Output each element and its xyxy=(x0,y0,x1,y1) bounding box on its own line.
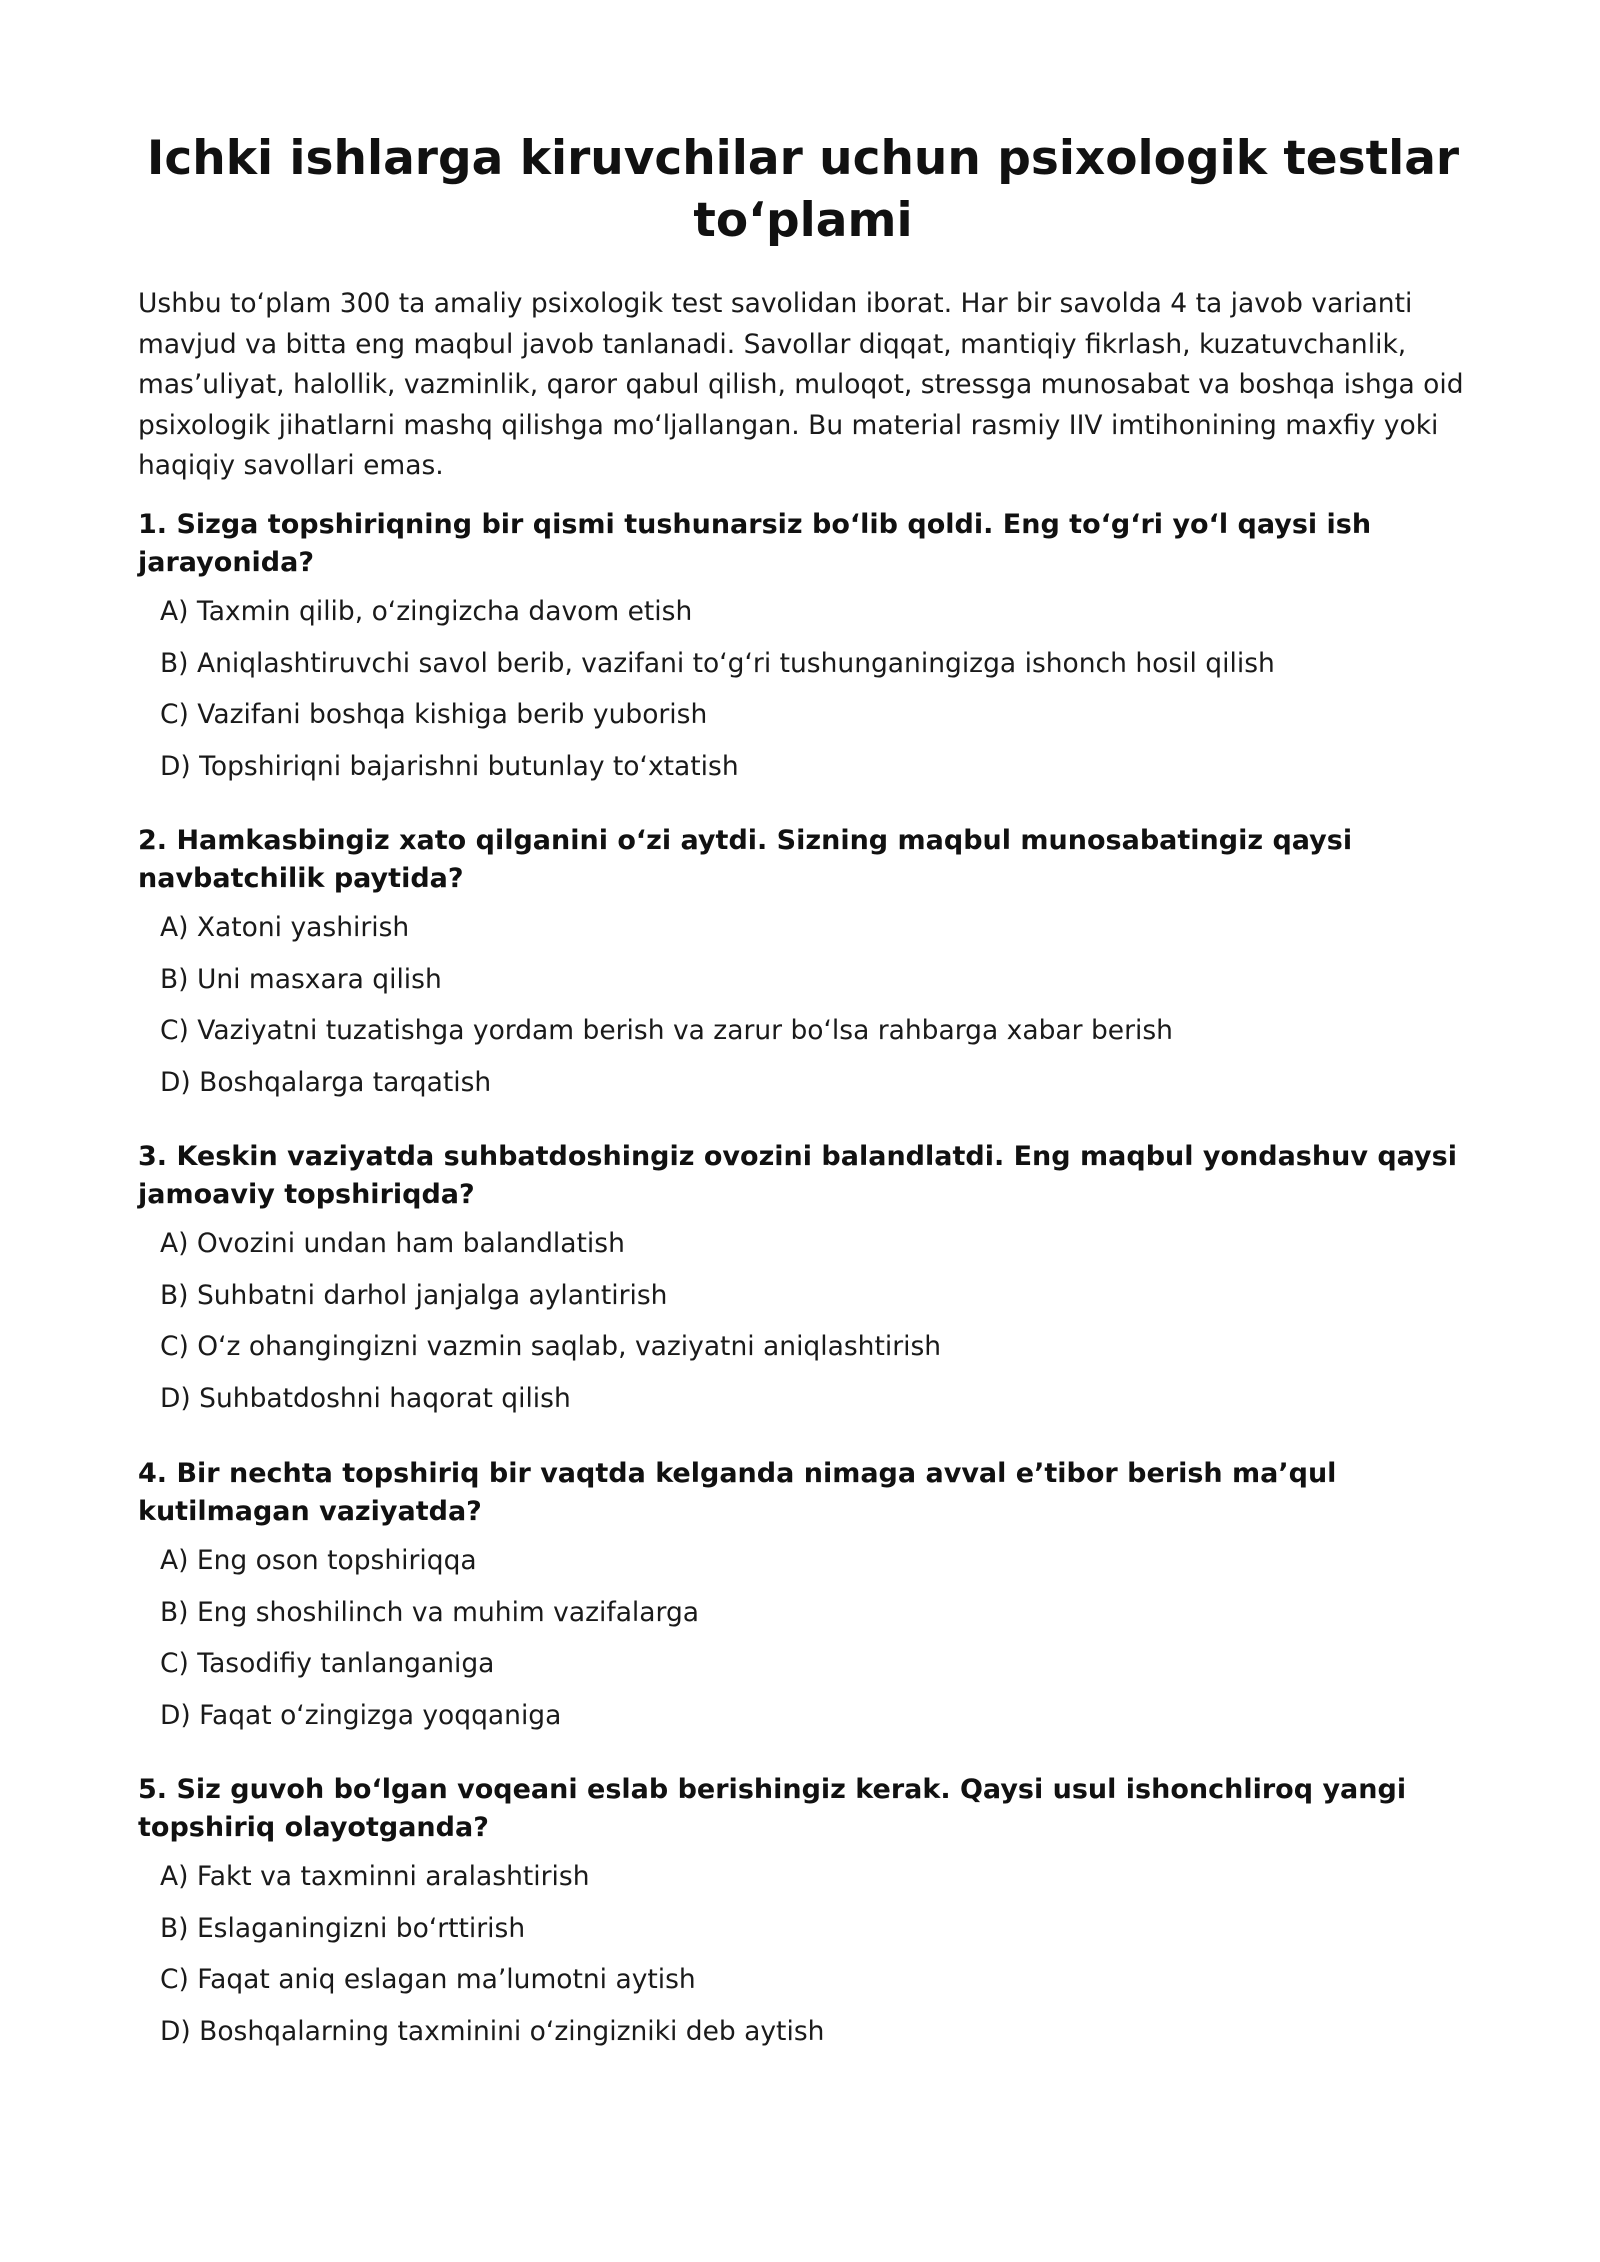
answer-option-a: A) Xatoni yashirish xyxy=(160,912,410,943)
question-text: 5. Siz guvoh bo‘lgan voqeani eslab berishingiz kerak. Qaysi usul ishonchliroq yangi topshiriq olayotganda? xyxy=(138,1774,1407,1843)
answer-option-d: D) Topshiriqni bajarishni butunlay to‘xtatish xyxy=(160,750,739,782)
question-1 xyxy=(138,506,1478,792)
question-text: 2. Hamkasbingiz xato qilganini o‘zi aytdi. Sizning maqbul munosabatingiz qaysi navbatchilik paytida? xyxy=(138,825,1353,894)
answer-option-c: C) Vaziyatni tuzatishga yordam berish va zarur bo‘lsa rahbarga xabar berish xyxy=(160,1015,1173,1046)
answer-option-b: B) Aniqlashtiruvchi savol berib, vazifani to‘g‘ri tushunganingizga ishonch hosil qilish xyxy=(160,647,1275,679)
answer-option-b: B) Eng shoshilinch va muhim vazifalarga xyxy=(160,1596,700,1628)
answer-option-d: D) Boshqalarga tarqatish xyxy=(160,1066,492,1098)
answer-options xyxy=(138,902,1478,1108)
intro-paragraph: Ushbu to‘plam 300 ta amaliy psixologik test savolidan iborat. Har bir savolda 4 ta javob varianti mavjud va bitta eng maqbul javob tanlanadi. Savollar diqqat, mantiqiy fikrlash, kuzatuvchanlik, mas’uliyat, halollik, vazminlik, qaror qabul qilish, muloqot, stressga munosabat va boshqa ishga oid psixologik jihatlarni mashq qilishga mo‘ljallangan. Bu material rasmiy IIV imtihonining maxfiy yoki haqiqiy savollari emas. xyxy=(138,288,1464,481)
answer-option-a: A) Fakt va taxminni aralashtirish xyxy=(160,1861,590,1892)
question-4 xyxy=(138,1455,1478,1741)
answer-option-b: B) Eslaganingizni bo‘rttirish xyxy=(160,1912,526,1944)
answer-option-b: B) Suhbatni darhol janjalga aylantirish xyxy=(160,1279,668,1311)
answer-option-a: A) Eng oson topshiriqqa xyxy=(160,1545,477,1576)
answer-option-c: C) Faqat aniq eslagan ma’lumotni aytish xyxy=(160,1964,696,1995)
answer-option-a: A) Ovozini undan ham balandlatish xyxy=(160,1228,625,1259)
answer-option-a: A) Taxmin qilib, o‘zingizcha davom etish xyxy=(160,596,693,627)
answer-option-c: C) Vazifani boshqa kishiga berib yuborish xyxy=(160,699,708,730)
answer-option-d: D) Boshqalarning taxminini o‘zingizniki deb aytish xyxy=(160,2015,825,2047)
answer-options xyxy=(138,1218,1478,1424)
question-text: 1. Sizga topshiriqning bir qismi tushunarsiz bo‘lib qoldi. Eng to‘g‘ri yo‘l qaysi ish jarayonida? xyxy=(138,509,1372,578)
answer-option-d: D) Suhbatdoshni haqorat qilish xyxy=(160,1382,571,1414)
question-2 xyxy=(138,822,1478,1108)
answer-options xyxy=(138,1535,1478,1741)
answer-options xyxy=(138,1851,1478,2057)
answer-options xyxy=(138,586,1478,792)
question-5 xyxy=(138,1771,1478,2057)
answer-option-d: D) Faqat o‘zingizga yoqqaniga xyxy=(160,1699,562,1731)
question-text: 3. Keskin vaziyatda suhbatdoshingiz ovozini balandlatdi. Eng maqbul yondashuv qaysi jamoaviy topshiriqda? xyxy=(138,1141,1457,1210)
document-title: Ichki ishlarga kiruvchilar uchun psixologik testlar to‘plami xyxy=(146,131,1460,248)
answer-option-b: B) Uni masxara qilish xyxy=(160,963,442,995)
question-3 xyxy=(138,1138,1478,1424)
question-text: 4. Bir nechta topshiriq bir vaqtda kelganda nimaga avval e’tibor berish ma’qul kutilmagan vaziyatda? xyxy=(138,1458,1337,1527)
answer-option-c: C) O‘z ohangingizni vazmin saqlab, vaziyatni aniqlashtirish xyxy=(160,1331,942,1362)
answer-option-c: C) Tasodifiy tanlanganiga xyxy=(160,1648,495,1679)
